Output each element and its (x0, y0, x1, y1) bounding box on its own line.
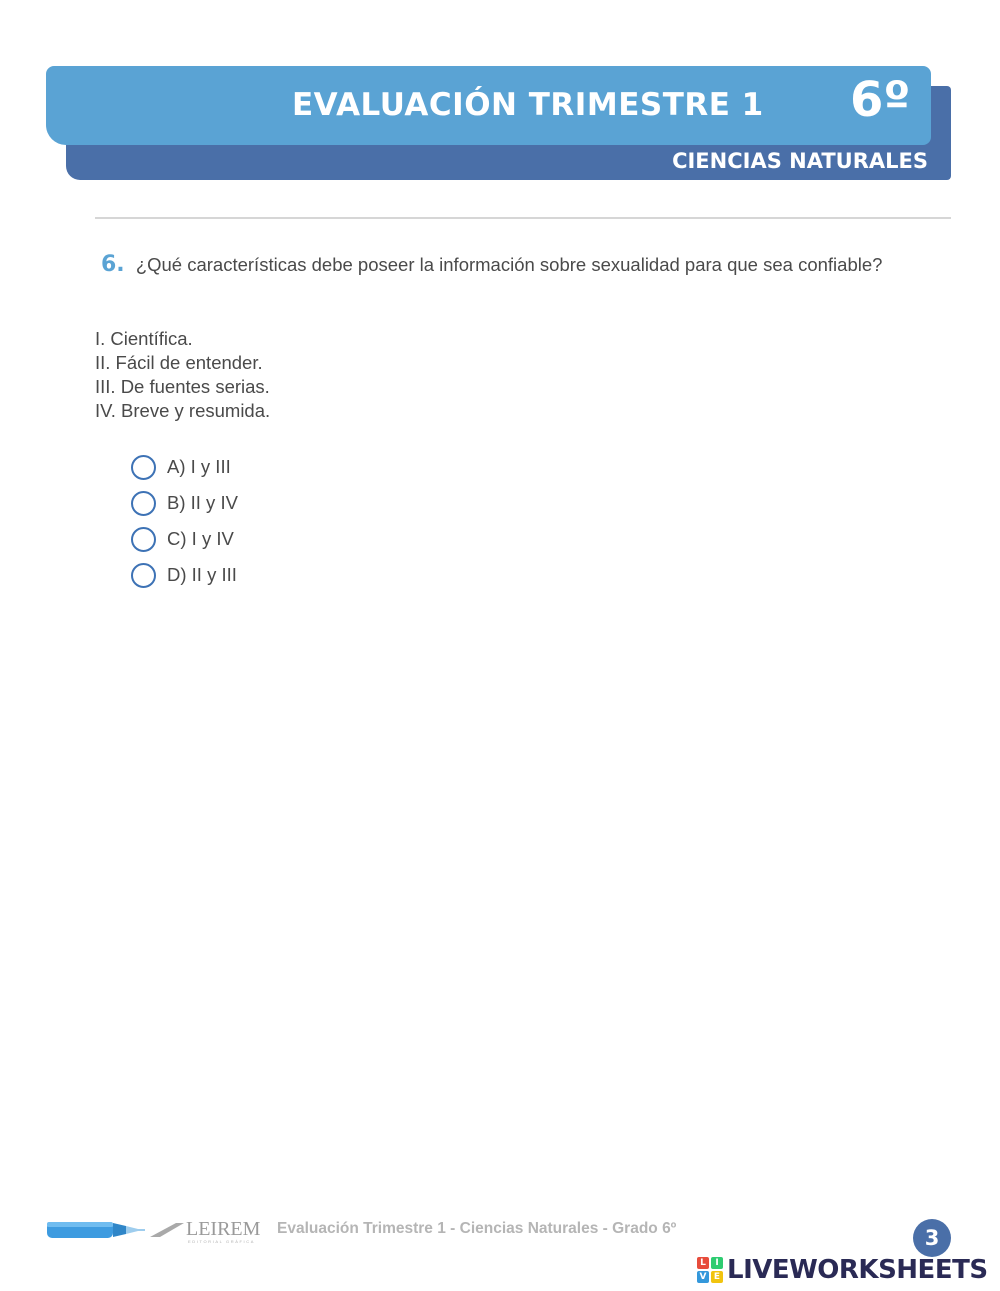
logo-letter: E (711, 1271, 723, 1283)
option-label: B) II y IV (167, 492, 238, 513)
leirem-logo-icon (150, 1215, 272, 1245)
svg-text:EDITORIAL GRÁFICA: EDITORIAL GRÁFICA (188, 1239, 255, 1244)
divider (95, 217, 951, 219)
statement-item: IV. Breve y resumida. (95, 400, 271, 421)
logo-letter: L (697, 1257, 709, 1269)
radio-circle-icon[interactable] (131, 527, 156, 552)
answer-options (131, 449, 238, 593)
page-number-badge: 3 (913, 1219, 951, 1257)
logo-letter: V (697, 1271, 709, 1283)
radio-circle-icon[interactable] (131, 455, 156, 480)
subject-label: CIENCIAS NATURALES (672, 149, 928, 173)
statement-item: III. De fuentes serias. (95, 376, 270, 397)
page-title: EVALUACIÓN TRIMESTRE 1 (292, 87, 764, 123)
radio-circle-icon[interactable] (131, 491, 156, 516)
question-block (95, 252, 915, 277)
grade-label: 6º (850, 72, 911, 128)
svg-text:LEIREM: LEIREM (186, 1218, 261, 1240)
question-text: ¿Qué características debe poseer la información sobre sexualidad para que sea confiable? (135, 254, 883, 275)
option-c[interactable] (131, 521, 238, 557)
option-label: C) I y IV (167, 528, 234, 549)
option-label: A) I y III (167, 456, 231, 477)
highlighter-pen-icon (46, 1217, 146, 1243)
watermark-text: LIVEWORKSHEETS (727, 1255, 988, 1285)
radio-circle-icon[interactable] (131, 563, 156, 588)
statement-item: I. Científica. (95, 328, 193, 349)
statement-item: II. Fácil de entender. (95, 352, 263, 373)
footer-text: Evaluación Trimestre 1 - Ciencias Naturales - Grado 6º (277, 1220, 677, 1237)
option-b[interactable] (131, 485, 238, 521)
option-d[interactable] (131, 557, 238, 593)
liveworksheets-logo-icon (697, 1257, 723, 1283)
liveworksheets-watermark (697, 1255, 988, 1285)
logo-letter: I (711, 1257, 723, 1269)
statement-list (95, 327, 270, 423)
option-a[interactable] (131, 449, 238, 485)
option-label: D) II y III (167, 564, 237, 585)
question-number: 6. (101, 252, 125, 277)
